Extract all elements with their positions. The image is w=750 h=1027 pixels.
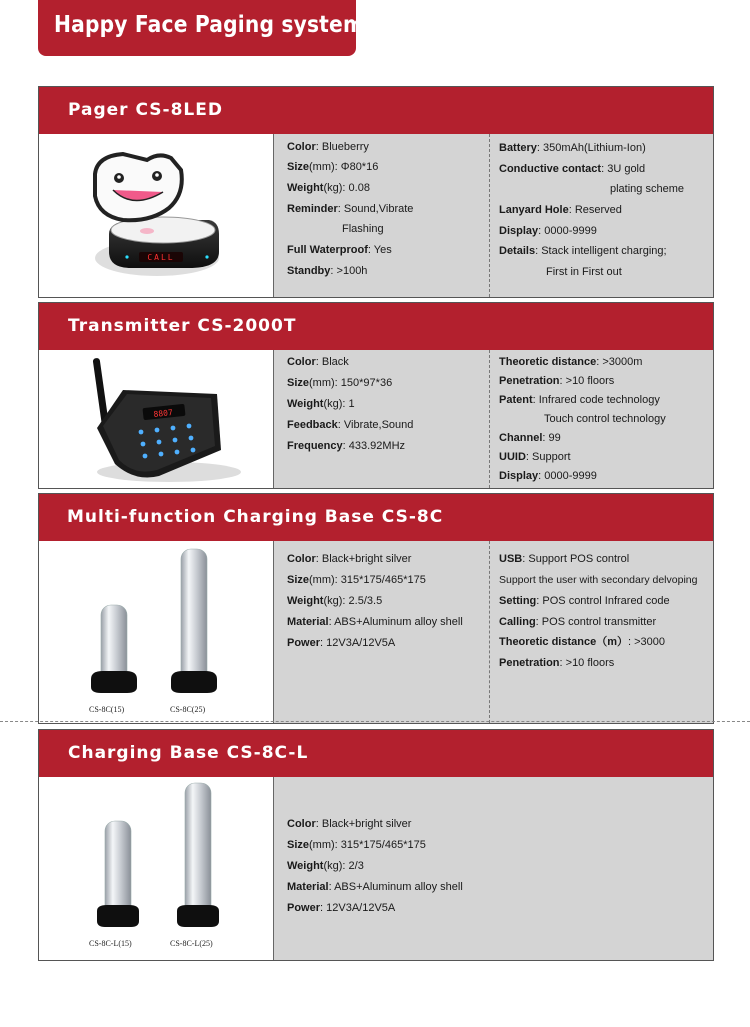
- spec-row: Penetration: >10 floors: [499, 375, 615, 387]
- spec-value: 99: [548, 432, 561, 444]
- spec-row: Weight(kg): 2/3: [287, 860, 364, 872]
- spec-label: Power: [287, 637, 321, 649]
- spec-value: 315*175/465*175: [340, 574, 426, 586]
- spec-label: Channel: [499, 432, 543, 444]
- spec-row: plating scheme: [610, 183, 684, 195]
- section-header: [39, 87, 713, 134]
- spec-label: Weight: [287, 860, 324, 872]
- transmitter-display-text: 8807: [153, 408, 174, 419]
- pager-image: [39, 134, 273, 297]
- spec-row: Theoretic distance: >3000m: [499, 356, 643, 368]
- image-caption: CS-8C(15): [89, 705, 125, 714]
- section-pager: [38, 86, 714, 298]
- spec-row: Full Waterproof: Yes: [287, 244, 392, 256]
- transmitter-icon: [39, 350, 273, 490]
- spec-value: Blueberry: [321, 141, 369, 153]
- spec-row: Channel: 99: [499, 432, 561, 444]
- spec-row: Size(mm): 150*97*36: [287, 377, 393, 389]
- spec-label: Size: [287, 161, 310, 173]
- spec-value: (kg): [323, 595, 343, 607]
- spec-row: Calling: POS control transmitter: [499, 616, 657, 628]
- spec-label: Penetration: [499, 375, 560, 387]
- spec-row: Display: 0000-9999: [499, 470, 597, 482]
- spec-value: (kg): [323, 182, 343, 194]
- spec-value: (mm): [309, 839, 335, 851]
- spec-label: Weight: [287, 398, 324, 410]
- spec-value: Vibrate,Sound: [343, 419, 414, 431]
- spec-value: 2/3: [348, 860, 364, 872]
- spec-label: Display: [499, 225, 539, 237]
- spec-value: Reserved: [574, 204, 622, 216]
- spec-value: >10 floors: [565, 375, 615, 387]
- spec-value: (mm): [309, 377, 335, 389]
- spec-row: Patent: Infrared code technology: [499, 394, 660, 406]
- spec-row: Lanyard Hole: Reserved: [499, 204, 622, 216]
- spec-row: Power: 12V3A/12V5A: [287, 637, 396, 649]
- spec-label: Size: [287, 839, 310, 851]
- section-header: [39, 730, 713, 777]
- spec-right: [489, 134, 713, 297]
- page-title-tab: [38, 0, 365, 56]
- spec-row: Battery: 350mAh(Lithium-Ion): [499, 142, 646, 154]
- spec-label: Theoretic distance: [499, 356, 597, 368]
- spec-value: (mm): [309, 574, 335, 586]
- spec-label: Weight: [287, 595, 324, 607]
- spec-value: (mm): [309, 161, 335, 173]
- spec-value: Infrared code technology: [538, 394, 660, 406]
- section-charging-base-8c: [38, 493, 714, 724]
- spec-label: Conductive contact: [499, 163, 602, 175]
- spec-row: Feedback: Vibrate,Sound: [287, 419, 414, 431]
- section-title: Transmitter CS-2000T: [68, 316, 297, 336]
- spec-row: Reminder: Sound,Vibrate: [287, 203, 414, 215]
- spec-value: Sound,Vibrate: [343, 203, 414, 215]
- image-caption: CS-8C(25): [170, 705, 206, 714]
- spec-value: Support POS control: [528, 553, 630, 565]
- spec-row: Color: Blueberry: [287, 141, 369, 153]
- spec-value: Black+bright silver: [321, 553, 412, 565]
- spec-value: Black: [321, 356, 349, 368]
- spec-value: (kg): [323, 398, 343, 410]
- pager-icon: [39, 134, 273, 298]
- spec-row: Weight(kg): 2.5/3.5: [287, 595, 383, 607]
- spec-label: Penetration: [499, 657, 560, 669]
- spec-value: POS control Infrared code: [542, 595, 670, 607]
- spec-value: >10 floors: [565, 657, 615, 669]
- spec-label: Battery: [499, 142, 537, 154]
- charging-base-image: [39, 541, 273, 723]
- charging-tower-icon: [39, 777, 273, 937]
- spec-value: 315*175/465*175: [340, 839, 426, 851]
- spec-label: Details: [499, 245, 536, 257]
- spec-label: （m）: [596, 636, 628, 648]
- spec-label: Power: [287, 902, 321, 914]
- spec-left: [273, 777, 713, 960]
- spec-value: >3000: [634, 636, 666, 648]
- spec-row: Standby: >100h: [287, 265, 368, 277]
- spec-value: Yes: [373, 244, 392, 256]
- spec-value: 12V3A/12V5A: [326, 902, 396, 914]
- spec-value: (kg): [323, 860, 343, 872]
- spec-label: Patent: [499, 394, 533, 406]
- spec-label: Material: [287, 881, 329, 893]
- spec-value: 3U gold: [607, 163, 646, 175]
- spec-label: Full Waterproof: [287, 244, 368, 256]
- spec-row: Support the user with secondary delvoping: [499, 574, 698, 586]
- section-title: Multi-function Charging Base CS-8C: [67, 507, 444, 527]
- spec-value: 433.92MHz: [348, 440, 406, 452]
- spec-label: USB: [499, 553, 523, 565]
- charging-base-image: [39, 777, 273, 960]
- pager-display-text: CALL: [147, 253, 175, 262]
- spec-label: Color: [287, 356, 316, 368]
- spec-value: POS control transmitter: [541, 616, 657, 628]
- spec-label: Weight: [287, 182, 324, 194]
- spec-row: Penetration: >10 floors: [499, 657, 615, 669]
- transmitter-image: [39, 350, 273, 488]
- spec-right: [489, 541, 713, 723]
- spec-label: Setting: [499, 595, 537, 607]
- spec-row: Weight(kg): 0.08: [287, 182, 370, 194]
- spec-value: 2.5/3.5: [348, 595, 383, 607]
- spec-label: Lanyard Hole: [499, 204, 569, 216]
- spec-value: 350mAh(Lithium-Ion): [543, 142, 646, 154]
- spec-value: Φ80*16: [340, 161, 379, 173]
- spec-value: ABS+Aluminum alloy shell: [334, 616, 463, 628]
- spec-label: Calling: [499, 616, 536, 628]
- spec-row: Details: Stack intelligent charging;: [499, 245, 667, 257]
- spec-value: ABS+Aluminum alloy shell: [334, 881, 463, 893]
- spec-label: Size: [287, 377, 310, 389]
- spec-row: Material: ABS+Aluminum alloy shell: [287, 881, 463, 893]
- spec-row: Flashing: [342, 223, 384, 235]
- spec-row: Weight(kg): 1: [287, 398, 355, 410]
- spec-row: Size(mm): 315*175/465*175: [287, 574, 426, 586]
- section-charging-base-8c-l: [38, 729, 714, 961]
- image-caption: CS-8C-L(15): [89, 939, 132, 948]
- spec-value: Black+bright silver: [321, 818, 412, 830]
- spec-value: 12V3A/12V5A: [326, 637, 396, 649]
- spec-row: Display: 0000-9999: [499, 225, 597, 237]
- spec-row: Color: Black: [287, 356, 349, 368]
- spec-label: Feedback: [287, 419, 338, 431]
- spec-value: Support: [532, 451, 571, 463]
- spec-row: Setting: POS control Infrared code: [499, 595, 670, 607]
- spec-label: Material: [287, 616, 329, 628]
- section-title: Charging Base CS-8C-L: [68, 743, 309, 763]
- page-title: Happy Face Paging system: [54, 12, 365, 38]
- spec-value: 0000-9999: [544, 470, 597, 482]
- spec-value: Stack intelligent charging;: [541, 245, 667, 257]
- spec-row: Material: ABS+Aluminum alloy shell: [287, 616, 463, 628]
- section-transmitter: [38, 302, 714, 489]
- charging-tower-icon: [39, 541, 273, 701]
- spec-row: UUID: Support: [499, 451, 571, 463]
- section-header: [39, 303, 713, 350]
- spec-label: Display: [499, 470, 539, 482]
- spec-label: Color: [287, 141, 316, 153]
- spec-label: Standby: [287, 265, 331, 277]
- spec-row: Color: Black+bright silver: [287, 553, 412, 565]
- spec-row: USB: Support POS control: [499, 553, 630, 565]
- section-header: [39, 494, 713, 541]
- divider: [0, 721, 750, 722]
- spec-label: UUID: [499, 451, 526, 463]
- spec-row: Color: Black+bright silver: [287, 818, 412, 830]
- spec-label: Theoretic distance: [499, 636, 597, 648]
- spec-label: Frequency: [287, 440, 343, 452]
- spec-label: Reminder: [287, 203, 338, 215]
- spec-row: Touch control technology: [544, 413, 666, 425]
- image-caption: CS-8C-L(25): [170, 939, 213, 948]
- spec-left: [273, 350, 489, 488]
- spec-row: Theoretic distance（m）: >3000: [499, 636, 666, 648]
- spec-left: [273, 134, 489, 297]
- spec-label: Color: [287, 553, 316, 565]
- spec-row: Size(mm): 315*175/465*175: [287, 839, 426, 851]
- spec-value: >100h: [336, 265, 368, 277]
- spec-value: >3000m: [602, 356, 643, 368]
- spec-value: 1: [348, 398, 355, 410]
- spec-value: 150*97*36: [340, 377, 393, 389]
- spec-left: [273, 541, 489, 723]
- spec-value: 0000-9999: [544, 225, 597, 237]
- spec-row: Power: 12V3A/12V5A: [287, 902, 396, 914]
- spec-row: Size(mm): Φ80*16: [287, 161, 379, 173]
- spec-row: Frequency: 433.92MHz: [287, 440, 406, 452]
- spec-label: Size: [287, 574, 310, 586]
- section-title: Pager CS-8LED: [68, 100, 223, 120]
- spec-value: 0.08: [348, 182, 370, 194]
- spec-label: Color: [287, 818, 316, 830]
- spec-right: [489, 350, 713, 488]
- spec-row: First in First out: [546, 266, 622, 278]
- spec-row: Conductive contact: 3U gold: [499, 163, 646, 175]
